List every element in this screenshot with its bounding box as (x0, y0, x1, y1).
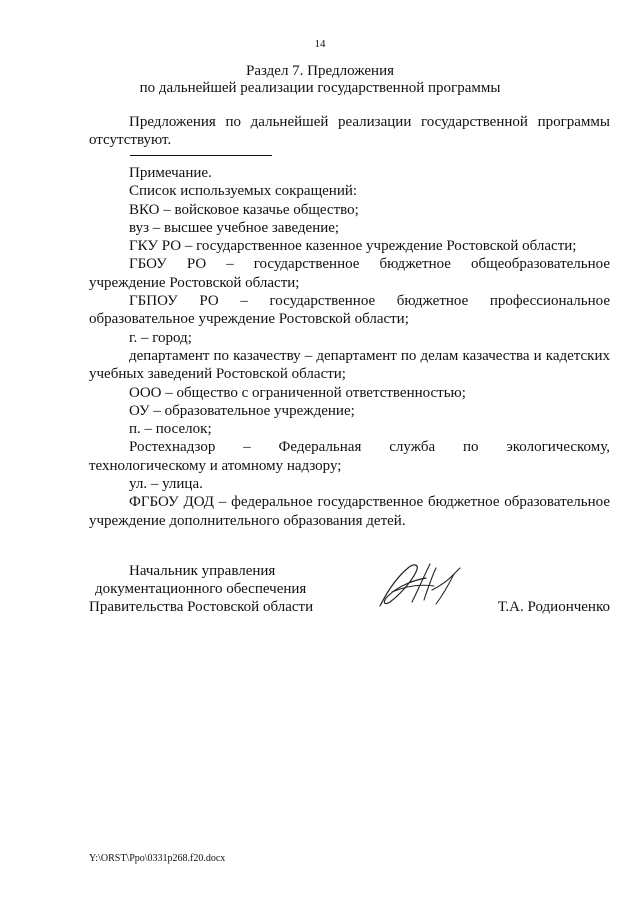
intro-line-1: Предложения по дальнейшей реализации государственной программы (129, 114, 610, 130)
page-number: 14 (314, 38, 326, 50)
signature-block (89, 562, 610, 616)
signatory-position-line-3: Правительства Ростовской области (89, 599, 314, 615)
abbreviation-item: ВКО – войсковое казачье общество; (129, 201, 359, 218)
abbreviation-item: ГБПОУ РО – государственное бюджетное профессиональное (129, 293, 610, 310)
signatory-position-line-1: Начальник управления (129, 563, 276, 579)
abbreviation-item: ФГБОУ ДОД – федеральное государственное бюджетное образовательное (129, 494, 610, 511)
abbreviation-item: вуз – высшее учебное заведение; (129, 219, 340, 236)
notes-title: Примечание. (129, 165, 212, 181)
abbreviation-item: ГБОУ РО – государственное бюджетное общеобразовательное (129, 256, 610, 273)
signatory-name: Т.А. Родионченко (497, 599, 610, 615)
abbreviation-item: ООО – общество с ограниченной ответственностью; (129, 384, 466, 401)
abbreviation-item-continued: технологическому и атомному надзору; (89, 457, 342, 474)
intro-paragraph (89, 114, 610, 149)
abbreviation-item: г. – город; (129, 329, 192, 346)
section-title: Раздел 7. Предложения (246, 63, 394, 79)
abbreviation-item-continued: учреждение Ростовской области; (89, 274, 300, 291)
section-heading (0, 63, 640, 97)
intro-line-2: отсутствуют. (89, 131, 172, 148)
abbreviation-item-continued: учреждение дополнительного образования детей. (89, 512, 406, 529)
separator-line (130, 155, 272, 156)
abbreviation-item-continued: учебных заведений Ростовской области; (89, 366, 346, 383)
abbreviation-item: п. – поселок; (129, 421, 212, 438)
abbreviation-item: ул. – улица. (129, 476, 203, 493)
abbreviations-title: Список используемых сокращений: (129, 183, 358, 200)
abbreviation-item: ГКУ РО – государственное казенное учреждение Ростовской области; (129, 238, 577, 255)
abbreviation-item: Ростехнадзор – Федеральная служба по экологическому, (129, 439, 610, 456)
notes-section (89, 164, 610, 530)
section-subtitle: по дальнейшей реализации государственной программы (139, 80, 501, 96)
signatory-position-line-2: документационного обеспечения (95, 581, 307, 597)
abbreviation-item: департамент по казачеству – департамент по делам казачества и кадетских (129, 347, 610, 364)
handwritten-signature (372, 556, 467, 614)
abbreviation-item: ОУ – образовательное учреждение; (129, 402, 355, 419)
file-path-footer: Y:\ORST\Ppo\0331p268.f20.docx (89, 853, 226, 864)
abbreviation-item-continued: образовательное учреждение Ростовской области; (89, 311, 409, 328)
